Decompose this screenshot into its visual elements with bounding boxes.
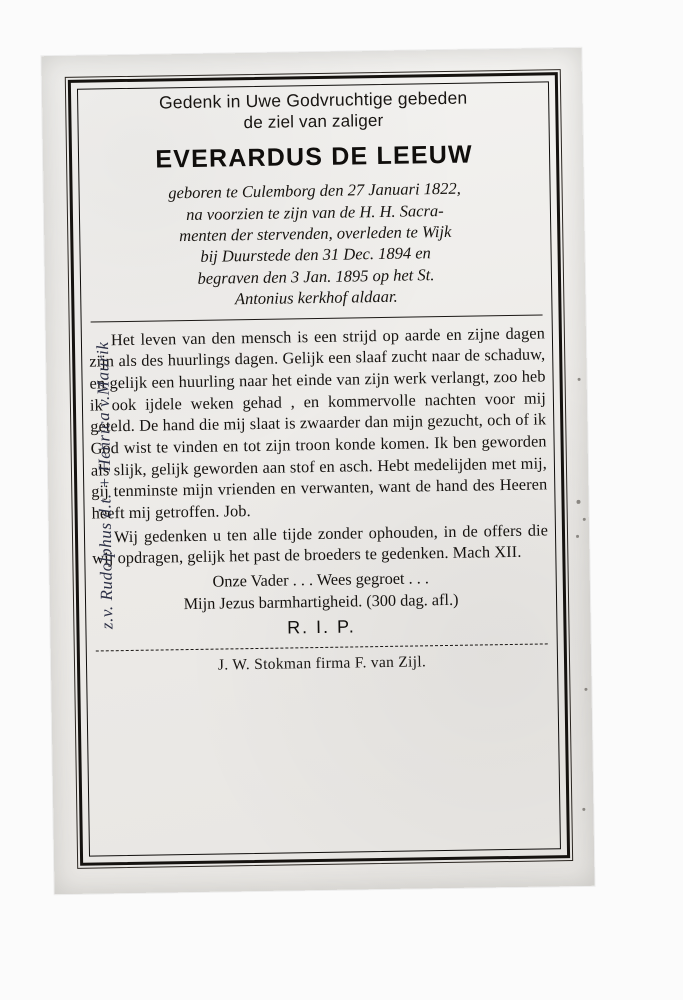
printer-imprint: J. W. Stokman firma F. van Zijl. [217, 653, 427, 674]
card-border-frame [68, 72, 570, 866]
header-line-2: de ziel van zaliger [243, 111, 384, 133]
bio-line-6: Antonius kerkhof aldaar. [234, 287, 398, 309]
rip-text: R. I. P. [286, 616, 356, 638]
prayer-line-1: Onze Vader . . . Wees gegroet . . . [212, 568, 430, 591]
card-content [85, 85, 553, 852]
scan-speck [576, 500, 580, 504]
scan-speck [578, 378, 581, 381]
bio-line-5: begraven den 3 Jan. 1895 op het St. [197, 265, 435, 288]
prayer-line-2: Mijn Jezus barmhartigheid. (300 dag. afl.) [183, 589, 459, 614]
scan-speck [583, 518, 586, 521]
divider-lower [96, 643, 548, 651]
bio-line-4: bij Duurstede den 31 Dec. 1894 en [200, 243, 431, 267]
biography-block [86, 177, 544, 313]
body-text [89, 322, 549, 570]
prayer-lines [93, 566, 550, 617]
scan-speck [582, 808, 585, 811]
memorial-card [41, 48, 594, 894]
bio-line-2: na voorzien te zijn van de H. H. Sacra- [186, 200, 444, 224]
bio-line-3: menten der stervenden, overleden te Wijk [179, 221, 452, 246]
scan-speck [584, 688, 587, 691]
scan-speck [576, 535, 579, 538]
divider-upper [91, 314, 543, 322]
deceased-name: EVERARDUS DE LEEUW [155, 140, 474, 174]
header-line-1: Gedenk in Uwe Godvruchtige gebeden [158, 87, 468, 113]
body-paragraph-2: Wij gedenken u ten alle tijde zonder ophouden, in de offers die wij opdragen, gelijk het past de broeders te gedenken. Mach XII. [92, 520, 549, 569]
bio-line-1: geboren te Culemborg den 27 Januari 1822, [168, 178, 461, 203]
body-paragraph-1: Het leven van den mensch is een strijd op aarde en zijne dagen zijn als des huurlings dagen. Gelijk een slaaf zucht naar de schaduw, en gelijk een huurling naar het einde van zijn werk verlangt, zoo heb ik ook ijdele weken gehad , en kommervolle nachten voor mij geteld. De hand die mij slaat is zwaarder dan mijn gezucht, och of ik God wist te vinden en tot zijn troon konde komen. Ik ben geworden als slijk, gelijk geworden aan stof en asch. Hebt medelijden met mij, gij tenminste mijn vrienden en verwanten, want de hand des Heeren heeft mij getroffen. Job. [89, 323, 548, 523]
handwritten-annotation: z.v. Rudolphus d.t. + Henrica v.Maurik [92, 341, 117, 630]
